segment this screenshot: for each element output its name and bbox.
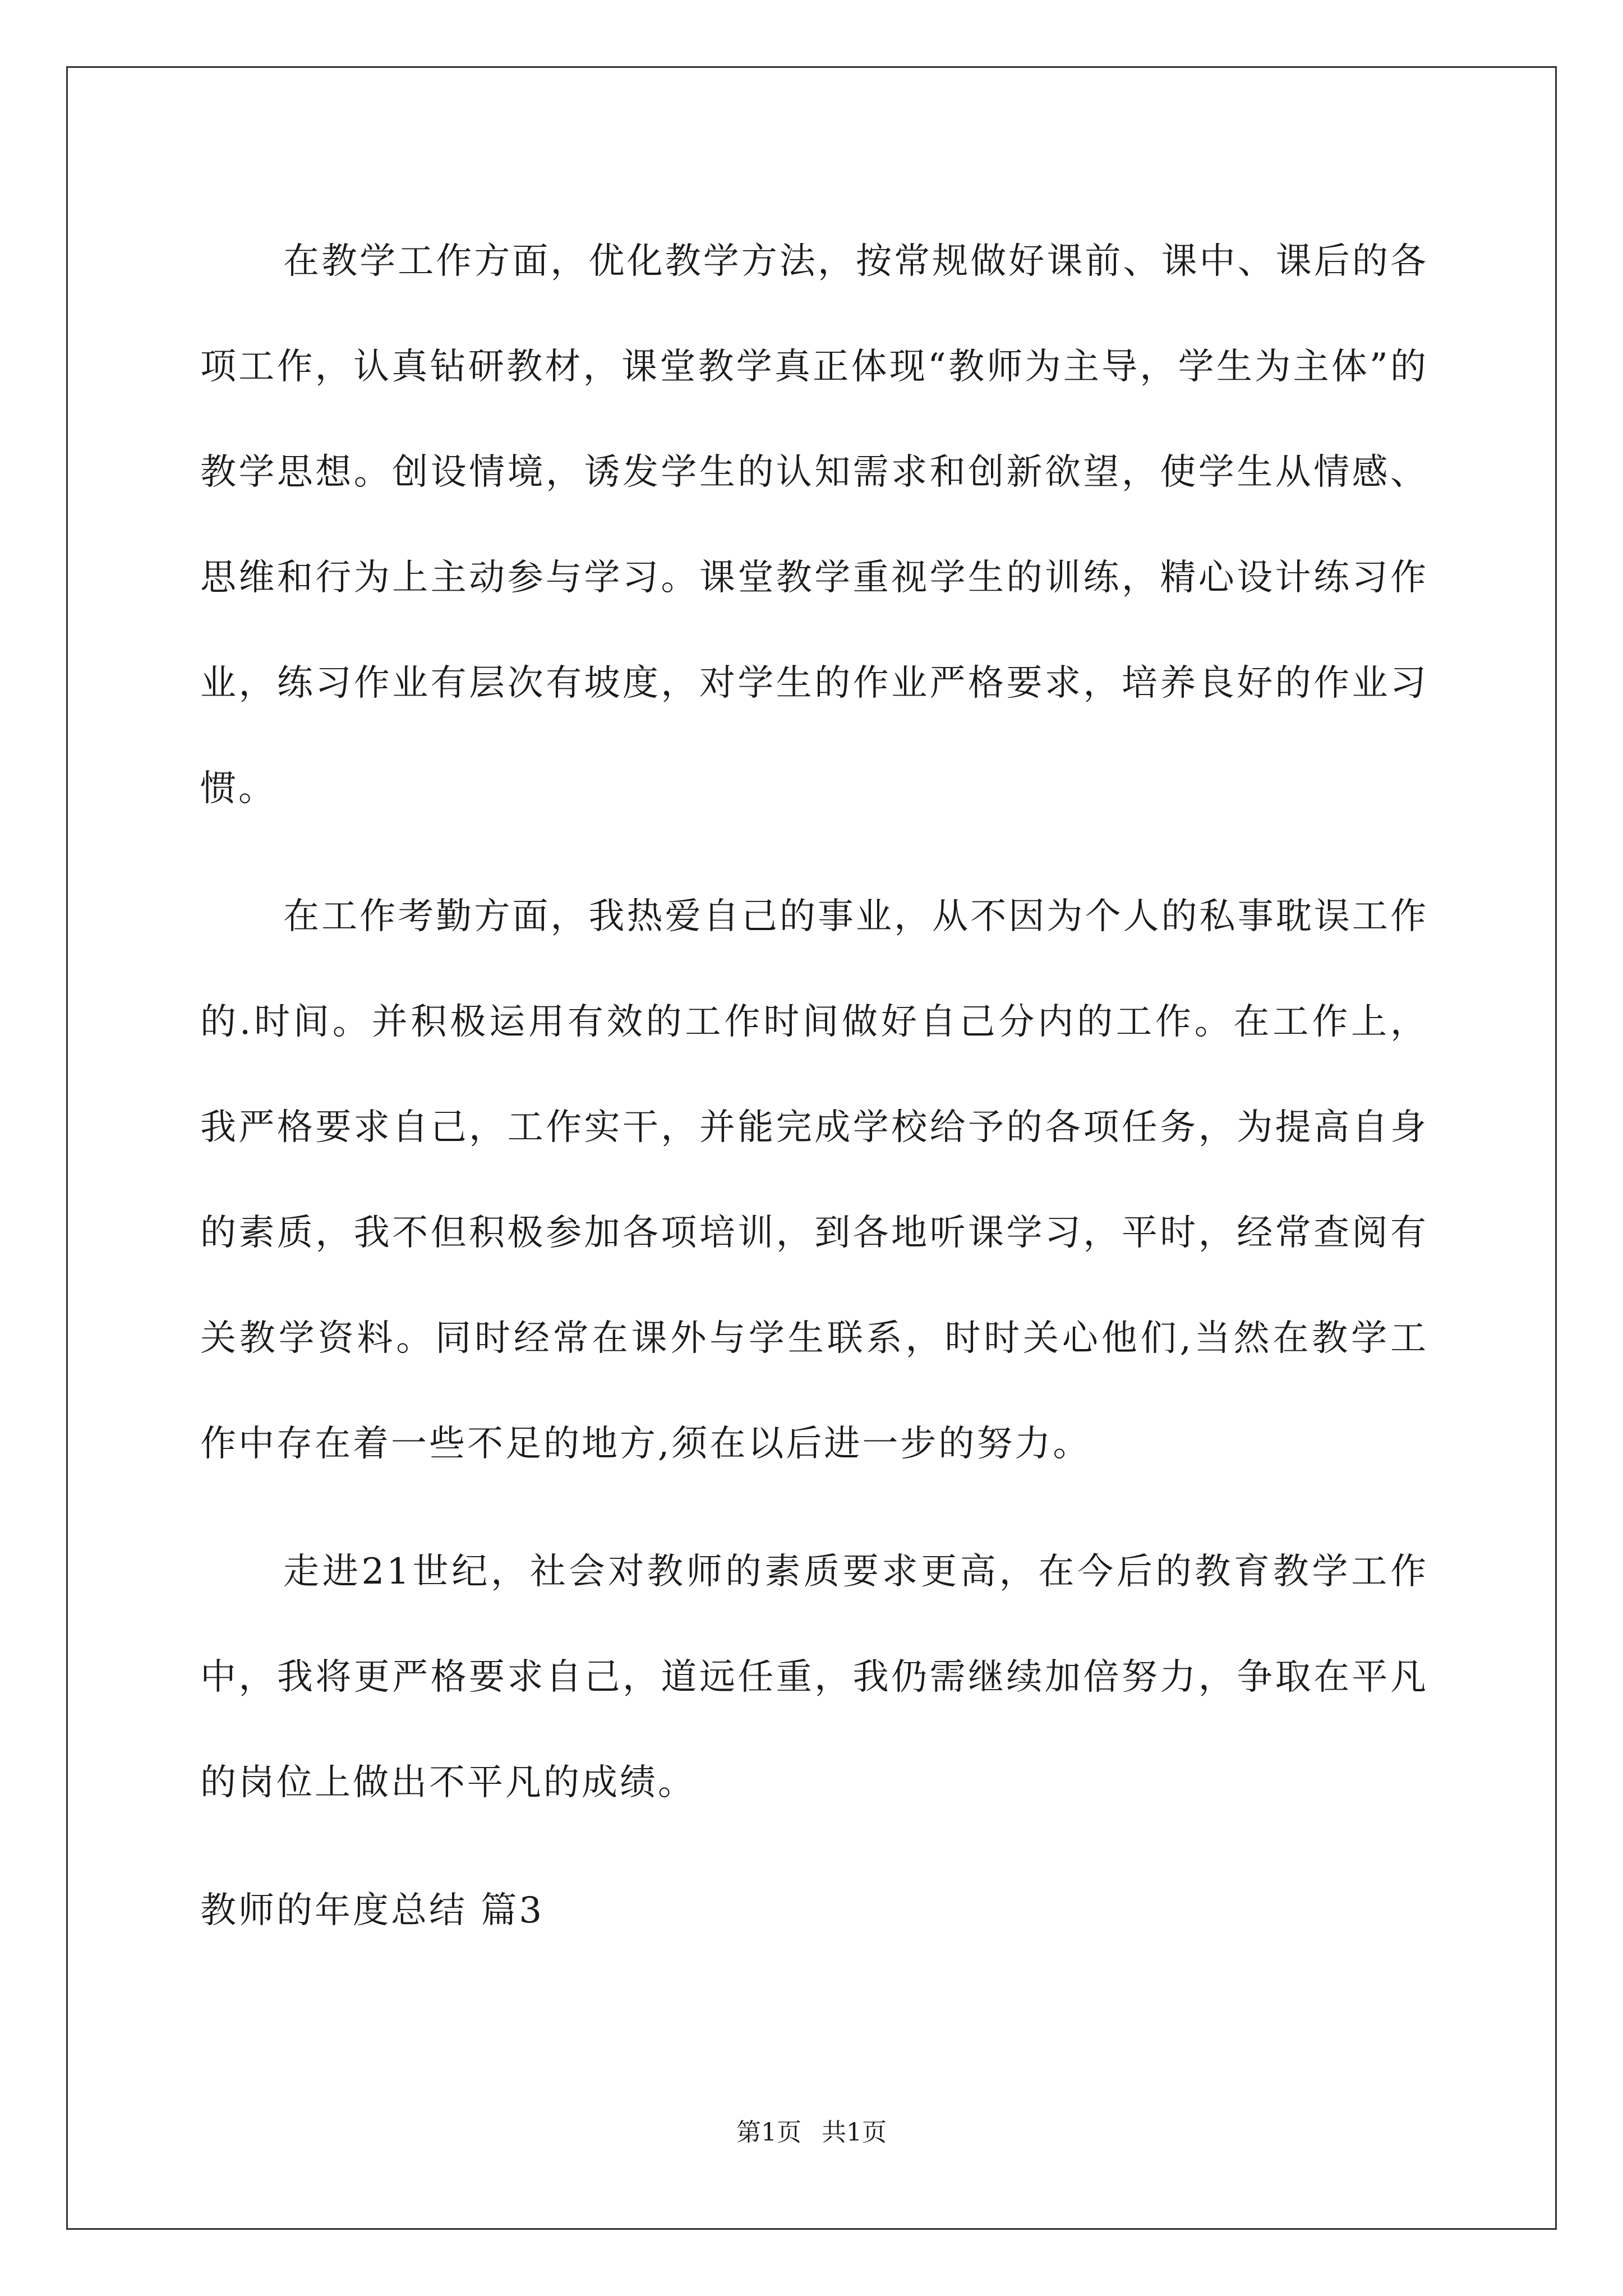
page-number-current: 第1页 bbox=[736, 2118, 801, 2147]
paragraph-attendance: 在工作考勤方面，我热爱自己的事业，从不因为个人的私事耽误工作的.时间。并积极运用有效的工作时间做好自己分内的工作。在工作上，我严格要求自己，工作实干，并能完成学校给予的各项任务，为提高自身的素质，我不但积极参加各项培训，到各地听课学习，平时，经常查阅有关教学资料。同时经常在课外与学生联系，时时关心他们,当然在教学工作中存在着一些不足的地方,须在以后进一步的努力。 bbox=[200, 896, 1428, 1465]
page-footer bbox=[0, 2116, 1623, 2150]
page-number-total: 共1页 bbox=[822, 2118, 887, 2147]
document-body bbox=[200, 209, 1428, 1963]
section-heading: 教师的年度总结 篇3 bbox=[200, 1890, 545, 1931]
paragraph-teaching: 在教学工作方面，优化教学方法，按常规做好课前、课中、课后的各项工作，认真钻研教材，课堂教学真正体现“教师为主导，学生为主体”的教学思想。创设情境，诱发学生的认知需求和创新欲望，使学生从情感、思维和行为上主动参与学习。课堂教学重视学生的训练，精心设计练习作业，练习作业有层次有坡度，对学生的作业严格要求，培养良好的作业习惯。 bbox=[200, 241, 1428, 809]
paragraph-future: 走进21世纪，社会对教师的素质要求更高，在今后的教育教学工作中，我将更严格要求自己，道远任重，我仍需继续加倍努力，争取在平凡的岗位上做出不平凡的成绩。 bbox=[200, 1551, 1428, 1803]
